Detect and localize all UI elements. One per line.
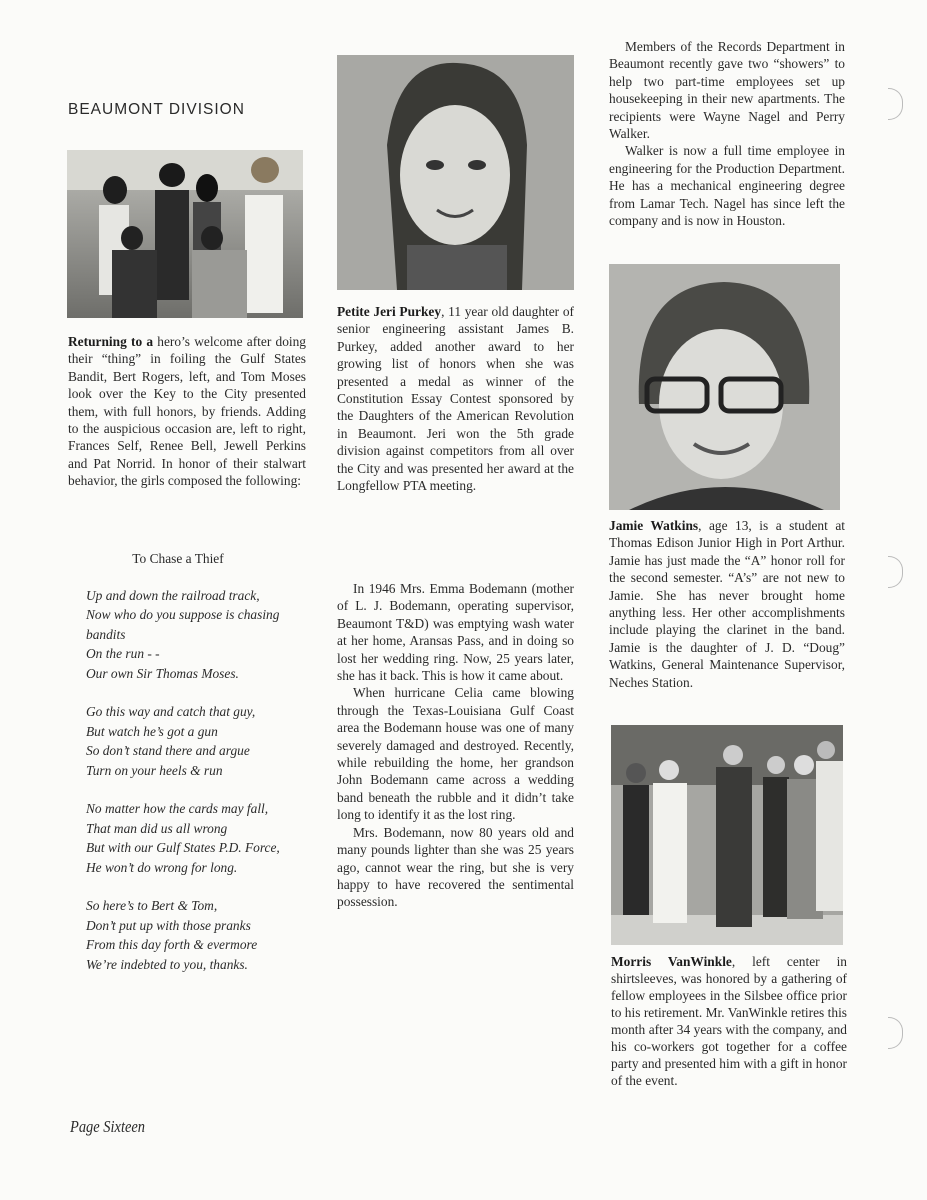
caption-body: hero’s welcome after doing their “thing” in foiling the Gulf States Bandit, Bert Rogers, left, and Tom Moses look over the Key to the City presented them, with full honors, by friends. Adding to the auspicious occasion are, left to right, Frances Self, Renee Bell, Jewell Perkins and Pat Norrid. In honor of their stalwart behavior, the girls composed the following: — [68, 334, 306, 489]
poem-line: Turn on your heels & run — [86, 762, 223, 778]
caption-body: , 11 year old daughter of senior engineering assistant James B. Purkey, added another award to her growing list of honors when she was presented a medal as winner of the Constitution Essay Contest sponsored by the Daughters of the American Revolution in Beaumont. Jeri won the 5th grade division against competitors from all over the City and was presented her award at the Longfellow PTA meeting. — [337, 304, 574, 494]
caption-lead: Jamie Watkins — [609, 518, 699, 533]
group-photo-figures — [611, 725, 843, 945]
caption-body: , age 13, is a student at Thomas Edison Junior High in Port Arthur. Jamie has just made the “A” honor roll for the second semester. “A’s” are not new to Jamie. She has never brought home anything less. Her other accomplishments include playing the clarinet in the band. Jamie is the daughter of J. D. “Doug” Watkins, General Maintenance Supervisor, Neches Station. — [609, 518, 845, 690]
poem — [86, 586, 291, 993]
poem-title: To Chase a Thief — [132, 551, 224, 566]
records-department-story — [609, 38, 845, 229]
poem-stanza — [86, 896, 291, 974]
poem-line: Our own Sir Thomas Moses. — [86, 665, 239, 681]
poem-line: That man did us all wrong — [86, 820, 228, 836]
page-number: Page Sixteen — [70, 1117, 146, 1136]
punch-hole-mark — [888, 88, 903, 120]
portrait-jamie-watkins — [609, 264, 840, 510]
group-photo-figures — [67, 150, 303, 318]
portrait-figure — [337, 55, 574, 290]
poem-line: On the run - - — [86, 646, 160, 662]
poem-line: No matter how the cards may fall, — [86, 801, 269, 817]
poem-line: So don’t stand there and argue — [86, 743, 250, 759]
poem-stanza — [86, 586, 291, 683]
poem-line: But watch he’s got a gun — [86, 723, 218, 739]
poem-line: Don’t put up with those pranks — [86, 917, 251, 933]
paragraph: In 1946 Mrs. Emma Bodemann (mother of L. J. Bodemann, operating supervisor, Beaumont T&D) was emptying wash water at her home, Aransas Pass, and in doing so lost her wedding ring. Now, 25 years later, she has it back. This is how it came about. — [337, 581, 574, 684]
vanwinkle-caption — [611, 953, 847, 1089]
poem-line: He won’t do wrong for long. — [86, 859, 238, 875]
portrait-figure — [609, 264, 840, 510]
punch-hole-mark — [888, 1017, 903, 1049]
section-heading: BEAUMONT DIVISION — [68, 101, 245, 118]
paragraph: When hurricane Celia came blowing through the Texas-Louisiana Gulf Coast area the Bodemann house was one of many severely damaged and destroyed. Recently, while rebuilding the home, her grandson John Bodemann came across a wedding band beneath the rubble and it didn’t take long to identify it as the lost ring. — [337, 685, 574, 823]
poem-line: From this day forth & evermore — [86, 937, 258, 953]
poem-line: We’re indebted to you, thanks. — [86, 956, 248, 972]
group-photo-retirement — [611, 725, 843, 945]
punch-hole-mark — [888, 556, 903, 588]
poem-line: But with our Gulf States P.D. Force, — [86, 840, 280, 856]
caption-lead: Returning to a — [68, 334, 154, 349]
poem-stanza — [86, 702, 291, 780]
poem-stanza — [86, 799, 291, 877]
poem-line: Go this way and catch that guy, — [86, 704, 256, 720]
caption-lead: Morris VanWinkle — [611, 954, 732, 969]
caption-lead: Petite Jeri Purkey — [337, 304, 442, 319]
purkey-caption — [337, 303, 574, 494]
paragraph: Mrs. Bodemann, now 80 years old and many pounds lighter than she was 25 years ago, cannot wear the ring, but she is very happy to have recovered the sentimental possession. — [337, 824, 574, 910]
group-photo-key-to-city — [67, 150, 303, 318]
paragraph: Walker is now a full time employee in engineering for the Production Department. He has a mechanical engineering degree from Lamar Tech. Nagel has since left the company and is now in Houston. — [609, 143, 845, 229]
bodemann-story — [337, 580, 574, 911]
watkins-caption — [609, 517, 845, 691]
poem-line: Now who do you suppose is chasing bandits — [86, 607, 280, 642]
caption-body: , left center in shirtsleeves, was honored by a gathering of fellow employees in the Silsbee office prior to his retirement. Mr. VanWinkle retires this month after 34 years with the company, and his co-workers got together for a coffee party and presented him with a gift in honor of the event. — [611, 954, 847, 1088]
poem-line: Up and down the railroad track, — [86, 588, 260, 603]
portrait-jeri-purkey — [337, 55, 574, 290]
poem-line: So here’s to Bert & Tom, — [86, 898, 218, 914]
paragraph: Members of the Records Department in Beaumont recently gave two “showers” to help two part-time employees set up housekeeping in their new apartments. The recipients were Wayne Nagel and Perry Walker. — [609, 39, 845, 142]
group-photo-caption — [68, 333, 306, 490]
